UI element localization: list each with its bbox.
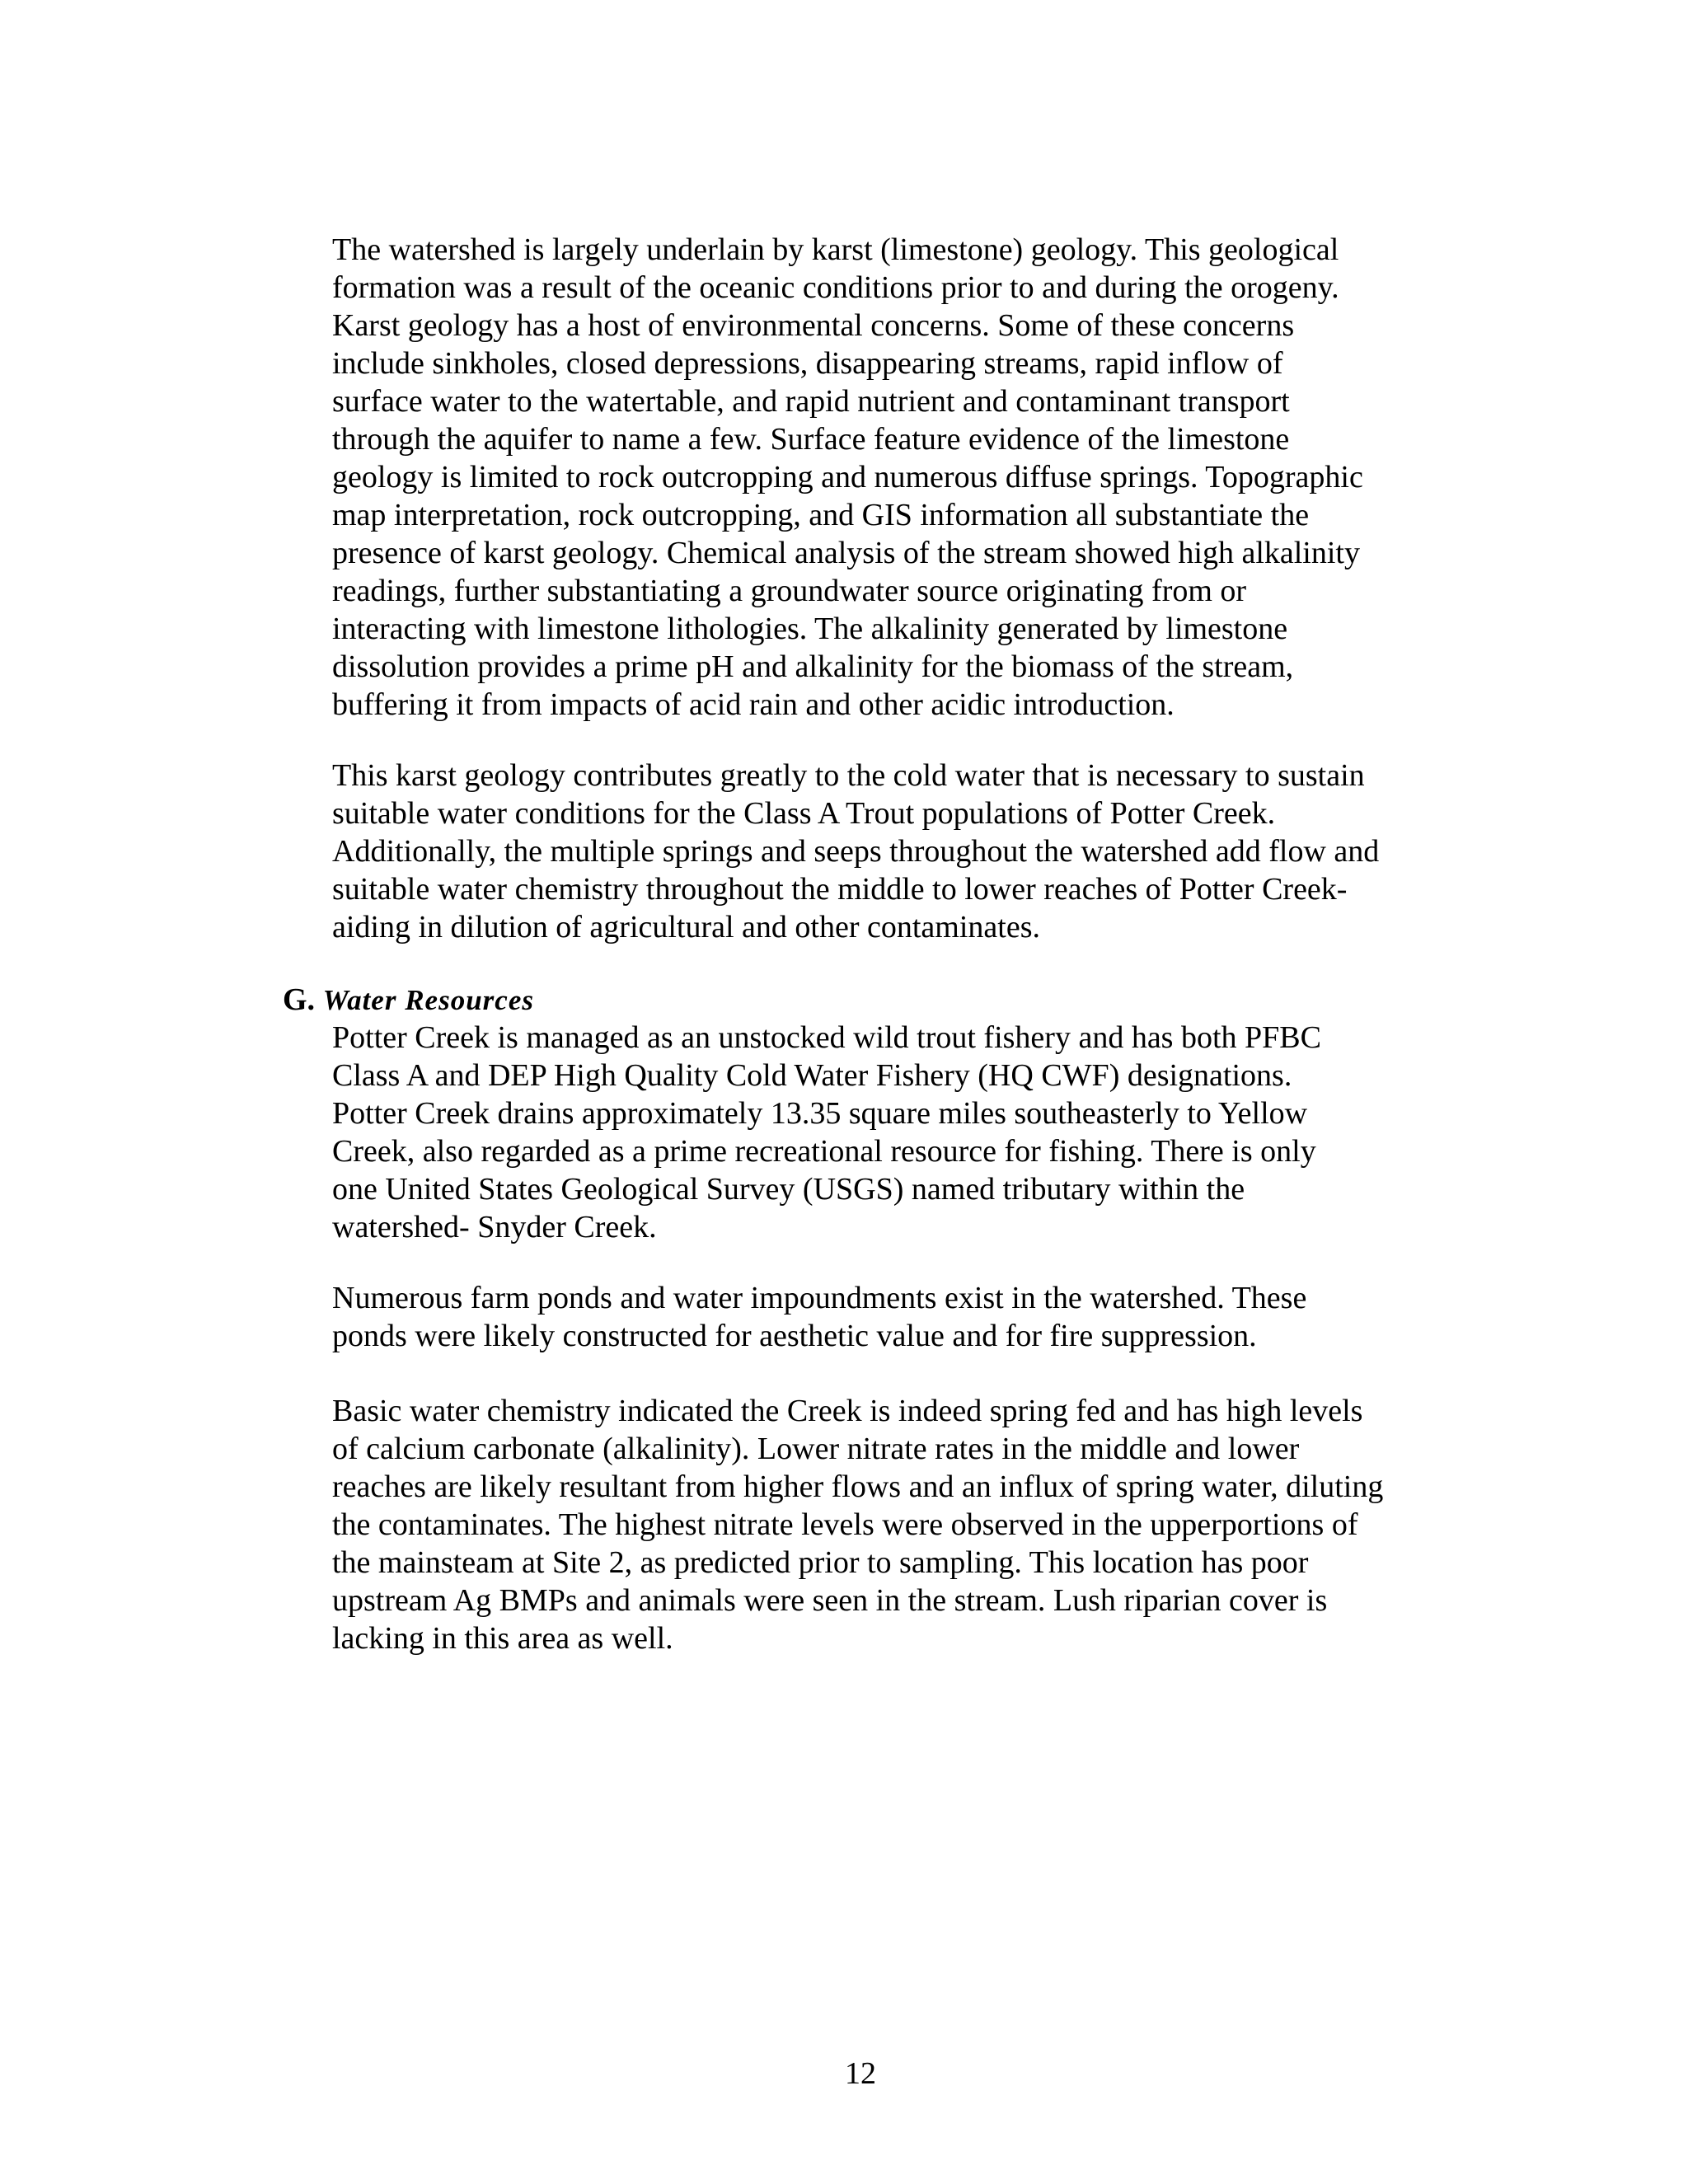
- text-line: Potter Creek is managed as an unstocked wild trout fishery and has both PFBC: [332, 1020, 1321, 1055]
- text-line: the mainsteam at Site 2, as predicted prior to sampling. This location has poor: [332, 1545, 1309, 1580]
- text-line: The watershed is largely underlain by karst (limestone) geology. This geological: [332, 232, 1339, 267]
- text-line: Basic water chemistry indicated the Creek is indeed spring fed and has high levels: [332, 1394, 1363, 1428]
- text-line: presence of karst geology. Chemical analysis of the stream showed high alkalinity: [332, 536, 1360, 570]
- section-heading: [283, 981, 534, 1019]
- text-line: This karst geology contributes greatly to the cold water that is necessary to sustain: [332, 758, 1365, 793]
- text-line: of calcium carbonate (alkalinity). Lower nitrate rates in the middle and lower: [332, 1432, 1300, 1466]
- text-line: suitable water chemistry throughout the middle to lower reaches of Potter Creek-: [332, 872, 1348, 907]
- text-line: lacking in this area as well.: [332, 1621, 673, 1656]
- section-letter: G.: [283, 982, 316, 1017]
- text-line: interacting with limestone lithologies. The alkalinity generated by limestone: [332, 612, 1288, 646]
- text-line: watershed- Snyder Creek.: [332, 1210, 657, 1244]
- text-line: through the aquifer to name a few. Surface feature evidence of the limestone: [332, 422, 1290, 457]
- text-line: surface water to the watertable, and rapid nutrient and contaminant transport: [332, 384, 1290, 419]
- text-line: Potter Creek drains approximately 13.35 square miles southeasterly to Yellow: [332, 1096, 1308, 1131]
- text-line: dissolution provides a prime pH and alkalinity for the biomass of the stream,: [332, 649, 1294, 684]
- text-line: map interpretation, rock outcropping, and GIS information all substantiate the: [332, 498, 1310, 532]
- text-line: geology is limited to rock outcropping and numerous diffuse springs. Topographic: [332, 460, 1363, 494]
- text-line: formation was a result of the oceanic conditions prior to and during the orogeny.: [332, 270, 1339, 305]
- text-line: aiding in dilution of agricultural and other contaminates.: [332, 910, 1040, 944]
- text-line: the contaminates. The highest nitrate levels were observed in the upperportions of: [332, 1507, 1358, 1542]
- text-line: buffering it from impacts of acid rain and other acidic introduction.: [332, 687, 1175, 722]
- text-line: readings, further substantiating a groundwater source originating from or: [332, 574, 1247, 608]
- text-line: upstream Ag BMPs and animals were seen in the stream. Lush riparian cover is: [332, 1583, 1328, 1618]
- text-line: Karst geology has a host of environmental concerns. Some of these concerns: [332, 308, 1295, 343]
- text-line: Creek, also regarded as a prime recreational resource for fishing. There is only: [332, 1134, 1316, 1169]
- page-number: 12: [845, 2056, 876, 2091]
- text-line: one United States Geological Survey (USGS) named tributary within the: [332, 1172, 1245, 1207]
- text-line: Class A and DEP High Quality Cold Water Fishery (HQ CWF) designations.: [332, 1058, 1292, 1093]
- text-line: suitable water conditions for the Class A Trout populations of Potter Creek.: [332, 796, 1276, 831]
- text-line: include sinkholes, closed depressions, disappearing streams, rapid inflow of: [332, 346, 1283, 381]
- text-line: ponds were likely constructed for aesthetic value and for fire suppression.: [332, 1319, 1257, 1353]
- text-line: Numerous farm ponds and water impoundments exist in the watershed. These: [332, 1281, 1307, 1315]
- section-title: Water Resources: [322, 984, 534, 1016]
- text-line: reaches are likely resultant from higher flows and an influx of spring water, diluting: [332, 1469, 1384, 1504]
- text-line: Additionally, the multiple springs and seeps throughout the watershed add flow and: [332, 834, 1380, 869]
